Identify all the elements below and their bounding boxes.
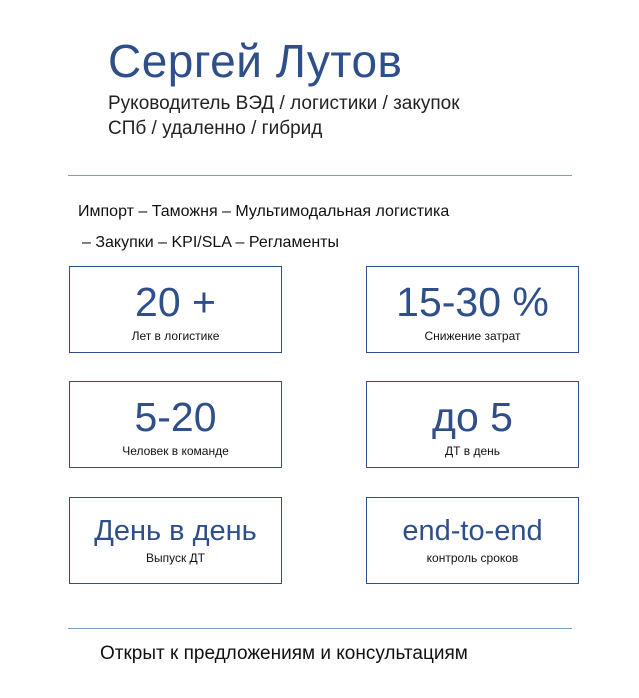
- divider-bottom: [68, 628, 572, 629]
- divider-top: [68, 175, 572, 176]
- stat-card-experience: [69, 266, 282, 353]
- profile-name: Сергей Лутов: [108, 35, 403, 87]
- competencies-line-1: Импорт – Таможня – Мультимодальная логистика: [78, 203, 450, 220]
- footer-note: Открыт к предложениям и консультациям: [100, 643, 468, 664]
- stat-card-same-day-release: [69, 497, 282, 584]
- stat-card-cost-reduction: [366, 266, 579, 353]
- stat-card-end-to-end: [366, 497, 579, 584]
- stat-value: 20 +: [135, 279, 216, 325]
- stat-label: Лет в логистике: [131, 329, 220, 343]
- profile-role: Руководитель ВЭД / логистики / закупок: [108, 93, 460, 114]
- stat-value: end-to-end: [402, 515, 543, 547]
- stat-value: до 5: [432, 394, 513, 440]
- competencies-line-2: – Закупки – KPI/SLA – Регламенты: [82, 234, 340, 251]
- stat-value: День в день: [94, 515, 257, 547]
- stat-value: 5-20: [134, 394, 217, 440]
- stat-label: Человек в команде: [122, 444, 229, 458]
- stat-label: Выпуск ДТ: [145, 551, 206, 565]
- stat-label: контроль сроков: [426, 551, 519, 565]
- profile-location: СПб / удаленно / гибрид: [108, 118, 323, 139]
- stat-label: ДТ в день: [444, 444, 501, 458]
- stat-value: 15-30 %: [396, 279, 549, 325]
- stat-card-declarations: [366, 381, 579, 468]
- stat-label: Снижение затрат: [424, 329, 521, 343]
- stat-card-team-size: [69, 381, 282, 468]
